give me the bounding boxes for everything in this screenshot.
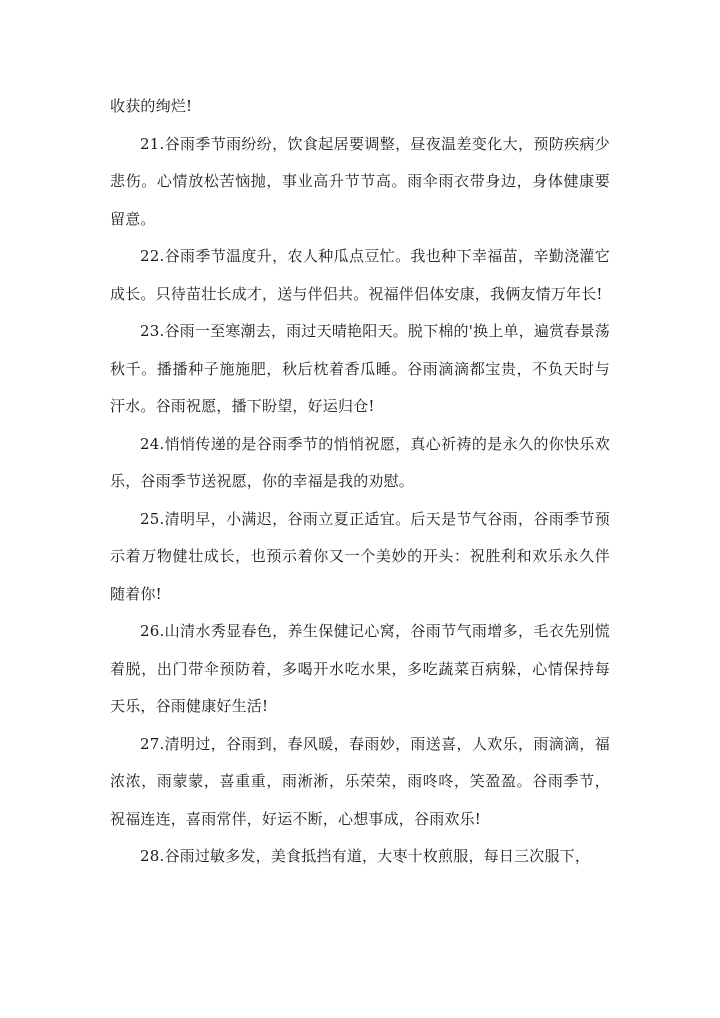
paragraph-26: 26.山清水秀显春色，养生保健记心窝，谷雨节气雨增多，毛衣先别慌着脱，出门带伞预防着，多喝开水吃水果，多吃蔬菜百病躲，心情保持每天乐，谷雨健康好生活! xyxy=(110,622,610,715)
paragraph-23: 23.谷雨一至寒潮去，雨过天晴艳阳天。脱下棉的'换上单，遍赏春景荡秋千。播播种子施施肥，秋后枕着香瓜睡。谷雨滴滴都宝贵，不负天时与汗水。谷雨祝愿，播下盼望，好运归仓! xyxy=(110,322,610,415)
paragraph-24: 24.悄悄传递的是谷雨季节的悄悄祝愿，真心祈祷的是永久的你快乐欢乐，谷雨季节送祝愿，你的幸福是我的劝慰。 xyxy=(110,434,610,490)
paragraph-21: 21.谷雨季节雨纷纷，饮食起居要调整，昼夜温差变化大，预防疾病少悲伤。心情放松苦恼抛，事业高升节节高。雨伞雨衣带身边，身体健康要留意。 xyxy=(110,134,610,228)
paragraph-28: 28.谷雨过敏多发，美食抵挡有道，大枣十枚煎服，每日三次服下， xyxy=(140,847,591,865)
paragraph-continuation: 收获的绚烂! xyxy=(110,97,193,115)
document-body xyxy=(110,88,610,876)
paragraph-27: 27.清明过，谷雨到，春风暖，春雨妙，雨送喜，人欢乐，雨滴滴，福浓浓，雨蒙蒙，喜重重，雨淅淅，乐荣荣，雨咚咚，笑盈盈。谷雨季节，祝福连连，喜雨常伴，好运不断，心想事成，谷雨欢乐! xyxy=(110,734,610,828)
paragraph-22: 22.谷雨季节温度升，农人种瓜点豆忙。我也种下幸福苗，辛勤浇灌它成长。只待苗壮长成才，送与伴侣共。祝福伴侣体安康，我俩友情万年长! xyxy=(110,247,610,303)
paragraph-25: 25.清明早，小满迟，谷雨立夏正适宜。后天是节气谷雨，谷雨季节预示着万物健壮成长，也预示着你又一个美妙的开头：祝胜利和欢乐永久伴随着你! xyxy=(110,509,610,603)
